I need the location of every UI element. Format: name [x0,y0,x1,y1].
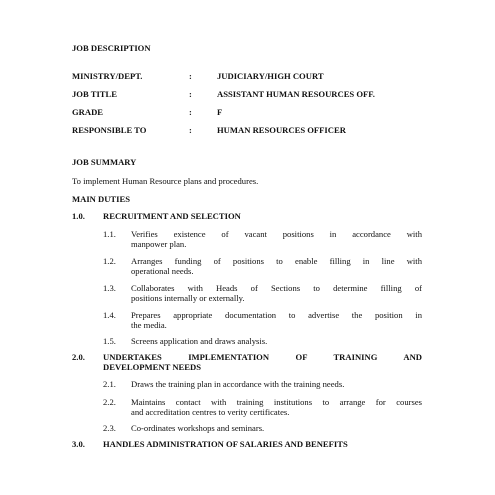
ministry-label: MINISTRY/DEPT. [72,71,143,81]
section-number: 3.0. [72,439,85,449]
item-text-line: and accreditation centres to verity certificates. [131,407,290,417]
document-title: JOB DESCRIPTION [72,43,151,53]
item-text-line: Prepares appropriate documentation to advertise the position in [131,310,422,320]
job-summary-heading: JOB SUMMARY [72,157,137,167]
grade-value: F [217,107,223,117]
section-number: 2.0. [72,352,85,362]
item-text-line: Verifies existence of vacant positions in accordance with [131,229,422,239]
job-title-value: ASSISTANT HUMAN RESOURCES OFF. [217,89,375,99]
section-title: DEVELOPMENT NEEDS [103,362,201,372]
grade-separator: : [189,107,192,117]
item-text-line: manpower plan. [131,239,187,249]
item-number: 2.3. [103,423,116,433]
item-text-line: Draws the training plan in accordance with the training needs. [131,379,345,389]
ministry-separator: : [189,71,192,81]
item-number: 2.1. [103,379,116,389]
section-title: UNDERTAKES IMPLEMENTATION OF TRAINING AND [103,352,422,362]
job-title-label: JOB TITLE [72,89,117,99]
item-text-line: Co-ordinates workshops and seminars. [131,423,265,433]
responsible-to-value: HUMAN RESOURCES OFFICER [217,125,346,135]
item-number: 1.1. [103,229,116,239]
item-number: 1.5. [103,336,116,346]
job-summary-text: To implement Human Resource plans and procedures. [72,176,259,186]
responsible-to-label: RESPONSIBLE TO [72,125,147,135]
item-text-line: Arranges funding of positions to enable filling in line with [131,256,422,266]
job-title-separator: : [189,89,192,99]
item-text-line: Maintains contact with training institutions to arrange for courses [131,397,422,407]
item-number: 1.3. [103,283,116,293]
section-title: HANDLES ADMINISTRATION OF SALARIES AND BENEFITS [103,439,348,449]
item-number: 2.2. [103,397,116,407]
item-text-line: Screens application and draws analysis. [131,336,268,346]
item-text-line: the media. [131,320,167,330]
grade-label: GRADE [72,107,104,117]
item-text-line: operational needs. [131,266,194,276]
main-duties-heading: MAIN DUTIES [72,194,131,204]
item-text-line: positions internally or externally. [131,293,245,303]
responsible-to-separator: : [189,125,192,135]
item-number: 1.4. [103,310,116,320]
section-title: RECRUITMENT AND SELECTION [103,211,241,221]
item-text-line: Collaborates with Heads of Sections to determine filling of [131,283,422,293]
section-number: 1.0. [72,211,85,221]
ministry-value: JUDICIARY/HIGH COURT [217,71,324,81]
item-number: 1.2. [103,256,116,266]
